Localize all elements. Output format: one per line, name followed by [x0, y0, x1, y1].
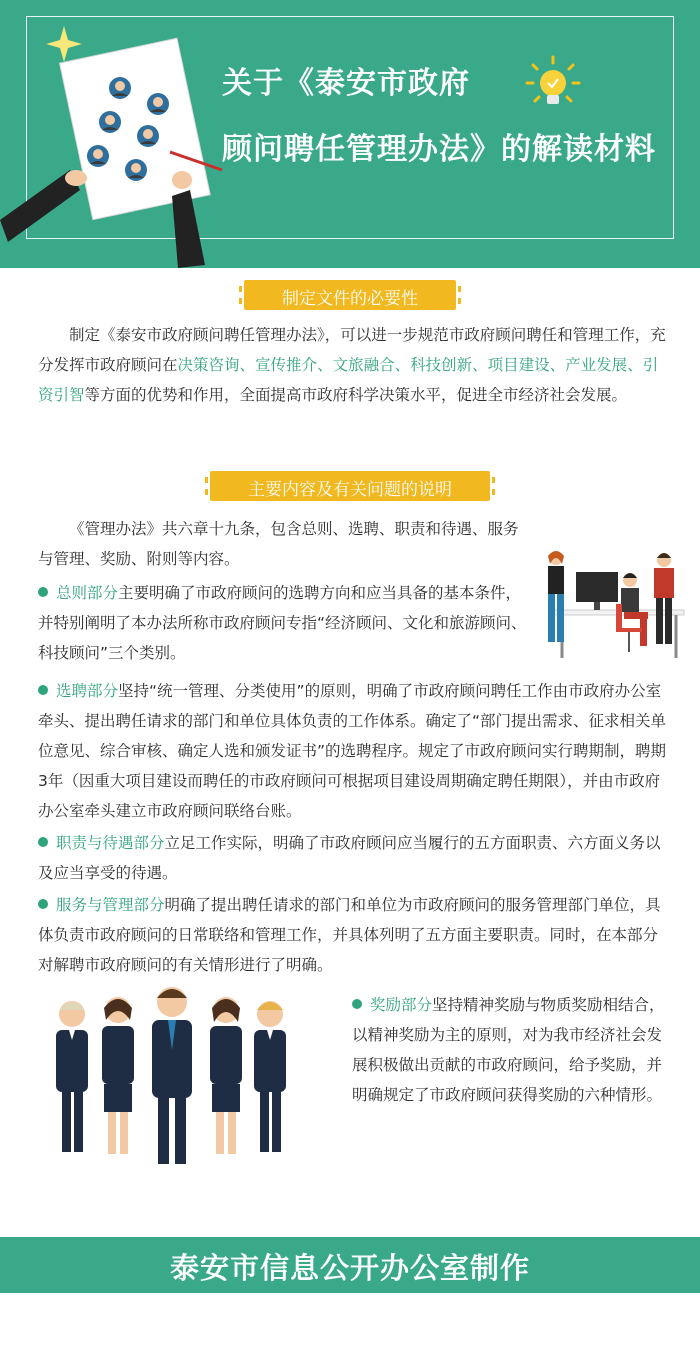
list-item-reward — [352, 990, 670, 1110]
section-heading-necessity — [244, 280, 456, 310]
lightbulb-icon — [525, 55, 581, 111]
business-team-illustration — [40, 980, 302, 1180]
item-text: 明确了提出聘任请求的部门和单位为市政府顾问的服务管理部门单位，具体负责市政府顾问的日常联络和管理工作，并具体列明了五方面主要职责。同时，在本部分对解聘市政府顾问的有关情形进行了明确。 — [38, 896, 661, 974]
item-text: 坚持“统一管理、分类使用”的原则，明确了市政府顾问聘任工作由市政府办公室牵头、提出聘任请求的部门和单位具体负责的工作体系。确定了“部门提出需求、征求相关单位意见、综合审核、确定人选和颁发证书”的选聘程序。规定了市政府顾问实行聘期制，聘期3年（因重大项目建设而聘任的市政府顾问可根据项目建设周期确定聘任期限），并由市政府办公室牵头建立市政府顾问联络台账。 — [38, 682, 667, 820]
paragraph-text: 制定《泰安市政府顾问聘任管理办法》，可以进一步规范市政府顾问聘任和管理工作，充分发挥市政府顾问在 — [38, 326, 666, 374]
item-title: 服务与管理部分 — [56, 896, 165, 914]
office-team-illustration — [536, 548, 686, 662]
separator: 、 — [549, 356, 566, 374]
paragraph-text: 等方面的优势和作用，全面提高市政府科学决策水平，促进全市经济社会发展。 — [84, 386, 628, 404]
item-title: 选聘部分 — [56, 682, 119, 700]
highlight-term: 决策咨询 — [177, 356, 240, 374]
list-item-general — [38, 578, 528, 668]
avatar-icon — [125, 159, 147, 181]
intro-paragraph: 《管理办法》共六章十九条，包含总则、选聘、职责和待遇、服务与管理、奖励、附则等内容。 — [38, 520, 519, 568]
section-heading-text: 制定文件的必要性 — [282, 289, 418, 309]
footer-text: 泰安市信息公开办公室制作 — [169, 1251, 530, 1285]
item-text: 主要明确了市政府顾问的选聘方向和应当具备的基本条件，并特别阐明了本办法所称市政府顾问专指“经济顾问、文化和旅游顾问、科技顾问”三个类别。 — [38, 584, 527, 662]
item-title: 总则部分 — [56, 584, 119, 602]
separator: 、 — [627, 356, 643, 374]
necessity-paragraph — [38, 320, 670, 410]
highlight-term: 文旅融合 — [332, 356, 395, 374]
highlight-term: 科技创新 — [410, 356, 473, 374]
highlight-term: 项目建设 — [487, 356, 550, 374]
avatar-icon — [137, 125, 159, 147]
bullet-icon — [38, 899, 48, 909]
separator: 、 — [394, 356, 411, 374]
section-heading-text: 主要内容及有关问题的说明 — [248, 480, 452, 500]
item-title: 奖励部分 — [370, 996, 433, 1014]
person-figure — [56, 1001, 88, 1152]
item-title: 职责与待遇部分 — [56, 834, 165, 852]
highlight-term: 产业发展 — [565, 356, 628, 374]
highlight-term: 引资引智 — [38, 356, 659, 404]
avatar-icon — [99, 111, 121, 133]
highlight-term: 宣传推介 — [255, 356, 318, 374]
bullet-icon — [38, 837, 48, 847]
avatar-icon — [87, 145, 109, 167]
separator: 、 — [472, 356, 488, 374]
avatar-icon — [147, 93, 169, 115]
resume-paper-illustration — [0, 20, 230, 270]
person-figure — [152, 987, 192, 1164]
item-text: 立足工作实际，明确了市政府顾问应当履行的五方面职责、六方面义务以及应当享受的待遇。 — [38, 834, 661, 882]
bullet-icon — [38, 685, 48, 695]
separator: 、 — [239, 356, 256, 374]
bullet-icon — [352, 999, 362, 1009]
item-text: 坚持精神奖励与物质奖励相结合，以精神奖励为主的原则，对为我市经济社会发展积极做出贡献的市政府顾问，给予奖励，并明确规定了市政府顾问获得奖励的六种情形。 — [352, 996, 665, 1104]
page-title-line-1: 关于《泰安市政府 — [222, 66, 470, 101]
list-item-service — [38, 890, 672, 980]
list-item-selection — [38, 676, 672, 826]
bullet-icon — [38, 587, 48, 597]
list-item-duties — [38, 828, 672, 888]
person-figure — [210, 997, 242, 1154]
sparkle-icon — [46, 26, 82, 62]
avatar-icon — [109, 77, 131, 99]
separator: 、 — [317, 356, 333, 374]
section-heading-main-content — [210, 471, 490, 501]
person-figure — [102, 997, 134, 1154]
person-figure — [254, 1001, 286, 1152]
page-title-line-2: 顾问聘任管理办法》的解读材料 — [222, 132, 656, 167]
